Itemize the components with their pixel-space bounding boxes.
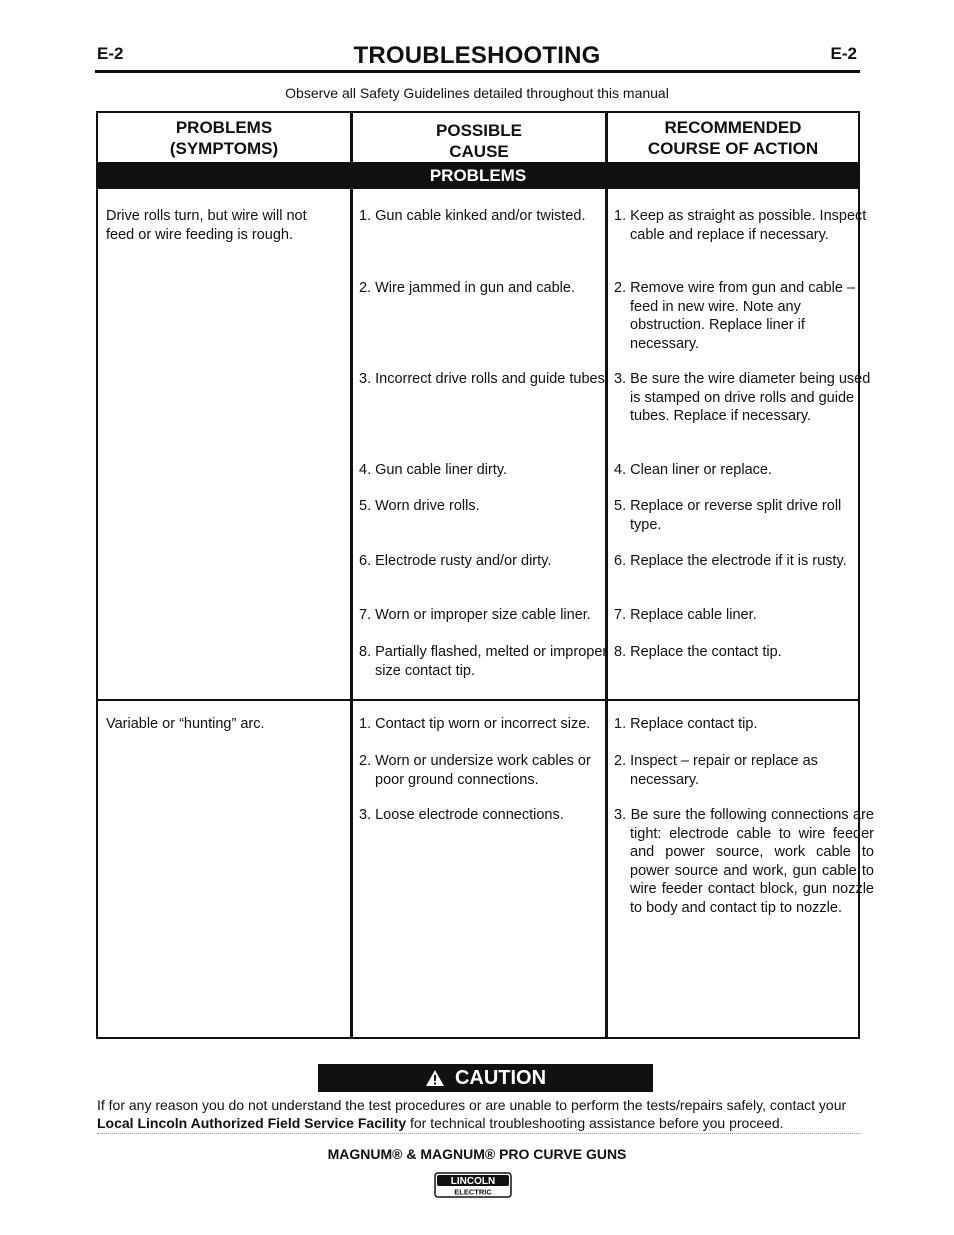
action-item: 2. Inspect – repair or replace as necessary. (614, 753, 818, 788)
cause-item: 4. Gun cable liner dirty. (359, 462, 508, 478)
dotted-divider (97, 1133, 859, 1134)
cause-item: 3. Loose electrode connections. (359, 807, 564, 823)
action-item: 4. Clean liner or replace. (614, 462, 772, 478)
column-header-problems: PROBLEMS (SYMPTOMS) (169, 117, 279, 158)
title-rule (95, 70, 860, 73)
safety-note: Observe all Safety Guidelines detailed throughout this manual (285, 85, 669, 101)
lincoln-electric-logo (434, 1172, 512, 1198)
cause-item: 1. Contact tip worn or incorrect size. (359, 716, 591, 732)
column-header-cause: POSSIBLE CAUSE (436, 120, 522, 161)
action-item: 6. Replace the electrode if it is rusty. (614, 553, 847, 569)
cause-item: 2. Wire jammed in gun and cable. (359, 280, 575, 296)
action-item: 2. Remove wire from gun and cable – feed in new wire. Note any obstruction. Replace liner if necessary. (614, 280, 855, 352)
action-item: 3. Be sure the following connections are tight: electrode cable to wire feeder and power source, work cable to power source and work, gun cable to wire feeder contact block, gun nozzle to body and contact tip to nozzle. (614, 807, 874, 916)
cause-item: 2. Worn or undersize work cables or poor ground connections. (359, 753, 591, 788)
action-item: 1. Keep as straight as possible. Inspect cable and replace if necessary. (614, 208, 867, 243)
page-number-right: E-2 (830, 44, 857, 63)
column-divider (350, 113, 353, 1037)
troubleshooting-table (96, 111, 874, 1039)
cause-item: 8. Partially flashed, melted or improper size contact tip. (359, 644, 608, 679)
caution-text-end: for technical troubleshooting assistance before you proceed. (406, 1115, 784, 1131)
row-divider (98, 699, 858, 701)
cause-item: 3. Incorrect drive rolls and guide tubes. (359, 371, 609, 387)
column-header-action: RECOMMENDED COURSE OF ACTION (647, 117, 819, 158)
action-item: 8. Replace the contact tip. (614, 644, 782, 660)
cause-item: 1. Gun cable kinked and/or twisted. (359, 208, 586, 224)
page-title: TROUBLESHOOTING (353, 42, 601, 69)
cause-item: 7. Worn or improper size cable liner. (359, 607, 591, 623)
action-item: 1. Replace contact tip. (614, 716, 758, 732)
svg-text:ELECTRIC: ELECTRIC (454, 1187, 492, 1197)
svg-text:LINCOLN: LINCOLN (450, 1176, 496, 1187)
caution-banner (318, 1064, 653, 1092)
caution-label: CAUTION (454, 1066, 547, 1089)
symptom-cell: Variable or “hunting” arc. (106, 716, 265, 732)
cause-item: 5. Worn drive rolls. (359, 498, 480, 514)
caution-text-bold: Local Lincoln Authorized Field Service Facility (97, 1115, 407, 1131)
warning-triangle-icon (425, 1069, 445, 1087)
action-item: 5. Replace or reverse split drive roll type. (614, 498, 842, 533)
caution-text-start: If for any reason you do not understand the test procedures or are unable to perform the tests/repairs safely, contact your (97, 1097, 847, 1113)
action-item: 7. Replace cable liner. (614, 607, 757, 623)
caution-text (97, 1096, 859, 1132)
symptom-cell: Drive rolls turn, but wire will not feed or wire feeding is rough. (106, 208, 307, 243)
product-footer: MAGNUM® & MAGNUM® PRO CURVE GUNS (327, 1146, 627, 1162)
action-item: 3. Be sure the wire diameter being used is stamped on drive rolls and guide tubes. Replace if necessary. (614, 371, 871, 424)
column-divider (605, 113, 608, 1037)
cause-item: 6. Electrode rusty and/or dirty. (359, 553, 552, 569)
page-number-left: E-2 (97, 44, 124, 63)
problems-band: PROBLEMS (98, 162, 858, 189)
